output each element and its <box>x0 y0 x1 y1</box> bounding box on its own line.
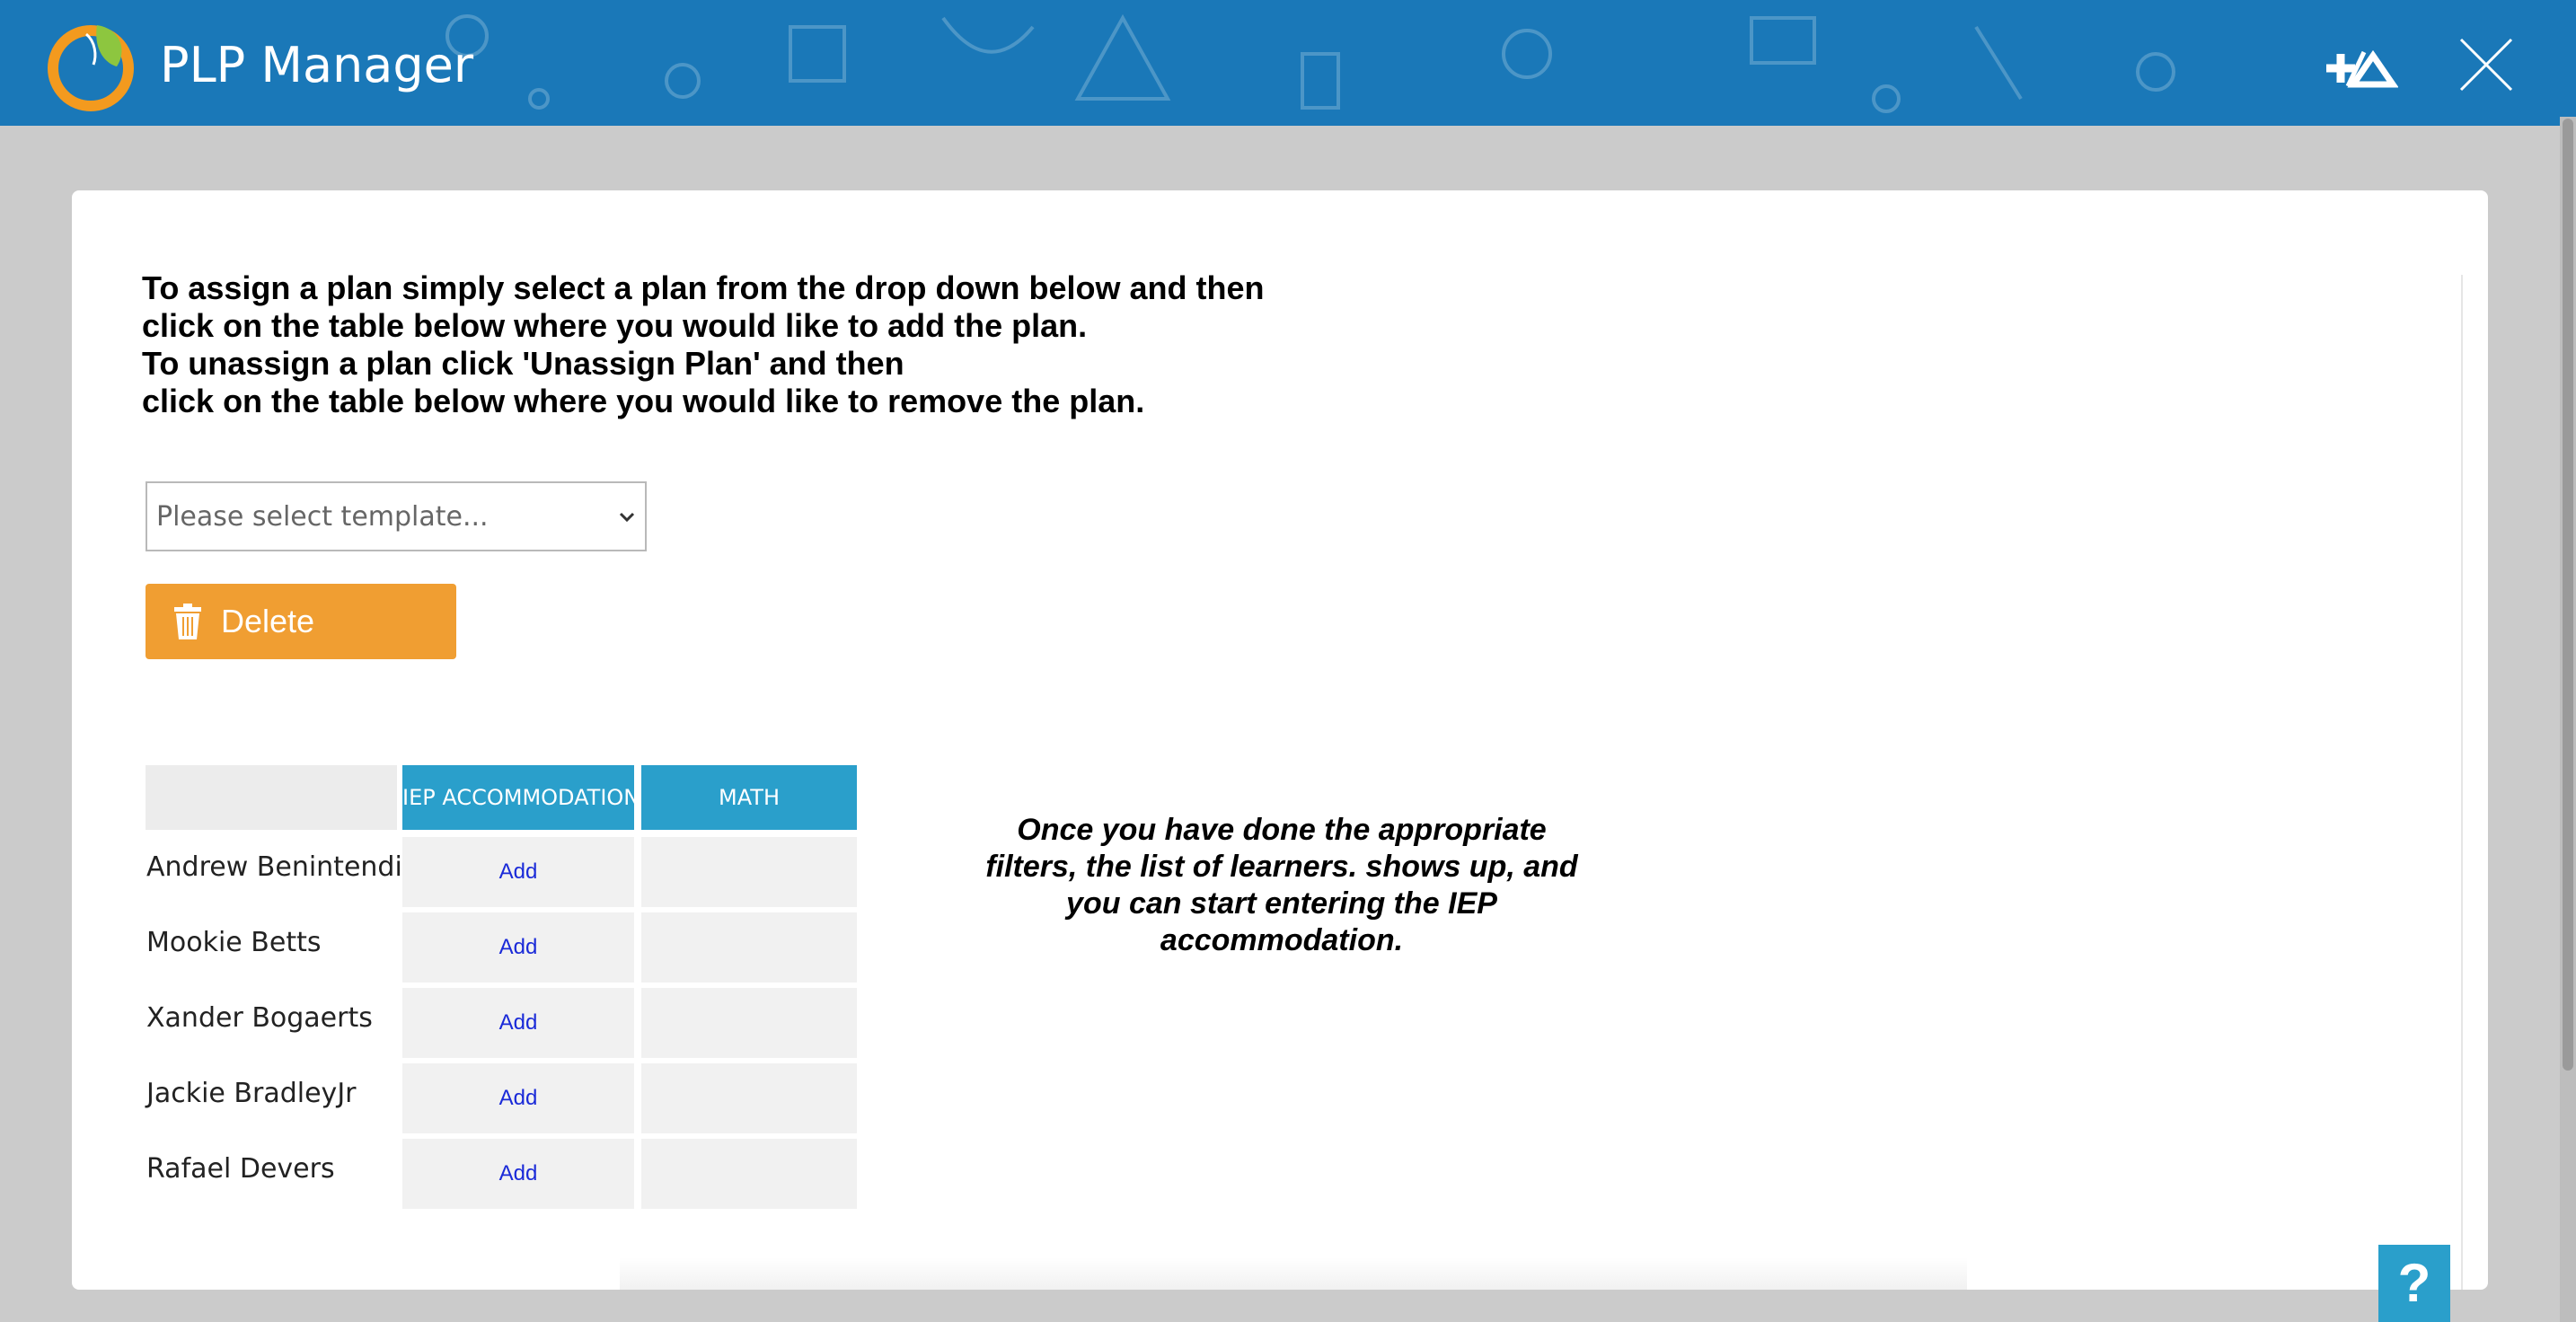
math-cell[interactable] <box>641 1063 857 1133</box>
add-link[interactable]: Add <box>498 935 538 959</box>
learner-name: Rafael Devers <box>146 1153 335 1185</box>
table-row <box>0 1063 898 1133</box>
instruction-line: To assign a plan simply select a plan from the drop down below and then <box>142 269 1265 306</box>
math-cell[interactable] <box>641 988 857 1058</box>
learner-name: Xander Bogaerts <box>146 1002 373 1034</box>
add-link[interactable]: Add <box>498 1010 538 1035</box>
add-link[interactable]: Add <box>498 1161 538 1185</box>
instruction-line: To unassign a plan click 'Unassign Plan' and then <box>142 345 904 382</box>
column-header-math: MATH <box>641 765 857 830</box>
table-row <box>0 912 898 983</box>
math-cell[interactable] <box>641 1139 857 1209</box>
table-header-blank <box>146 765 397 830</box>
annotation-note: Once you have done the appropriate filters, the list of learners. shows up, and you can start entering the IEP accommodation. <box>985 813 1578 957</box>
learner-name: Jackie BradleyJr <box>146 1078 357 1109</box>
table-row <box>0 1139 898 1209</box>
help-button[interactable]: ? <box>2378 1245 2450 1322</box>
instructions-text <box>142 269 1417 420</box>
window-scrollbar-thumb[interactable] <box>2563 119 2573 1071</box>
add-link[interactable]: Add <box>498 859 538 884</box>
app-header <box>0 0 2576 126</box>
iep-cell[interactable] <box>402 1139 634 1209</box>
plp-logo-icon <box>41 16 140 115</box>
plus-delta-icon[interactable] <box>2321 47 2398 90</box>
iep-cell[interactable] <box>402 837 634 907</box>
table-row <box>0 988 898 1058</box>
learner-name: Mookie Betts <box>146 927 322 958</box>
learner-name: Andrew Benintendi <box>146 851 402 883</box>
close-icon[interactable] <box>2457 36 2515 93</box>
delete-button[interactable] <box>146 584 456 659</box>
delete-button-label: Delete <box>221 603 315 639</box>
instruction-line: click on the table below where you would like to add the plan. <box>142 307 1088 344</box>
table-row <box>0 837 898 907</box>
template-select-placeholder: Please select template... <box>156 501 489 533</box>
chevron-down-icon <box>618 508 636 526</box>
instruction-line: click on the table below where you would like to remove the plan. <box>142 383 1145 419</box>
bottom-shadow <box>620 1257 1967 1290</box>
math-cell[interactable] <box>641 837 857 907</box>
iep-cell[interactable] <box>402 1063 634 1133</box>
iep-cell[interactable] <box>402 912 634 983</box>
template-select[interactable] <box>146 481 647 551</box>
math-cell[interactable] <box>641 912 857 983</box>
iep-cell[interactable] <box>402 988 634 1058</box>
column-header-iep: IEP ACCOMMODATION <box>402 765 634 830</box>
trash-icon <box>172 604 203 639</box>
add-link[interactable]: Add <box>498 1086 538 1110</box>
app-title: PLP Manager <box>160 37 474 93</box>
panel-divider <box>2461 275 2463 1290</box>
